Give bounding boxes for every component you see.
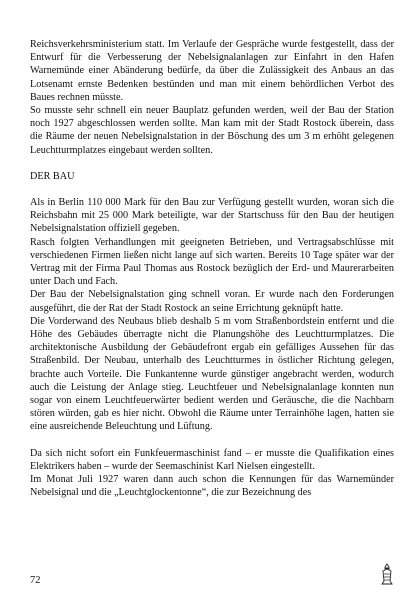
paragraph-2: So musste sehr schnell ein neuer Bauplatz gefunden werden, weil der Bau der Station noch 1927 abgeschlossen werden sollte. Man kam mit der Stadt Rostock überein, dass die Räume der neuen Nebelsignalstation in der Böschung des um 3 m erhöht gelegenen Leuchtturmplatzes eingebaut werden sollten. [30,105,394,156]
spacer [30,434,394,447]
paragraph-7: Da sich nicht sofort ein Funkfeuermaschinist fand – er musste die Qualifikation eines Elektrikers haben – wurde der Seemaschinist Karl Nielsen eingestellt. [30,447,394,472]
paragraph-1: Reichsverkehrsministerium statt. Im Verlaufe der Gespräche wurde festgestellt, dass der Entwurf für die Verbesserung der Nebelsignalanlagen zur Einfahrt in den Hafen Warnemünde einer Abänderung bedürfe, da über die Zulässigkeit des Anbaus an das Lotsenamt ernste Bedenken bestünden und man mit einem behördlichen Verbot des Baues rechnen müsste. [30,39,394,103]
section-heading: DER BAU [30,170,75,182]
paragraph-8: Im Monat Juli 1927 waren dann auch schon die Kennungen für das Warnemünder Nebelsignal und die „Leuchtglockentonne“, die zur Bezeichnung des [30,474,394,499]
page-body [30,38,394,500]
paragraph-3: Als in Berlin 110 000 Mark für den Bau zur Verfügung gestellt wurden, woran sich die Reichsbahn mit 25 000 Mark beteiligte, war der Startschuss für den Bau der heutigen Nebelsignalstation offiziell gegeben. [30,197,394,235]
page-number: 72 [30,575,41,586]
paragraph-5: Der Bau der Nebelsignalstation ging schnell voran. Er wurde nach den Forderungen ausgeführt, die der Rat der Stadt Rostock an seine Errichtung geknüpft hatte. [30,289,394,314]
lighthouse-emblem-icon [380,563,394,585]
paragraph-6: Die Vorderwand des Neubaus blieb deshalb 5 m vom Straßenbordstein entfernt und die Höhe des Gebäudes überragte nicht die Planungshöhe des Leuchtturmplatzes. Die architektonische Ausbildung der Gebäudefront ergab ein gefälliges Aussehen für das Straßenbild. Der Neubau, unterhalb des Leuchtturmes in östlicher Richtung gelegen, brachte auch Vorteile. Die Funkantenne wurde günstiger angebracht werden, wodurch auch die Leistung der Anlage stieg. Leuchtfeuer und Nebelsignalanlage konnten nun sogar von einem Leuchtfeuerwärter bedient werden und Geräusche, die die Nachbarn stören würden, gab es hier nicht. Obwohl die Räume unter Terrainhöhe lagen, hatten sie eine ausreichende Beleuchtung und Lüftung. [30,315,394,433]
paragraph-4: Rasch folgten Verhandlungen mit geeigneten Betrieben, und Vertragsabschlüsse mit verschiedenen Firmen ließen nicht lange auf sich warten. Bereits 10 Tage später war der Vertrag mit der Firma Paul Thomas aus Rostock bezüglich der Erd- und Maurerarbeiten unter Dach und Fach. [30,236,394,288]
spacer [30,183,394,196]
spacer [30,157,394,170]
